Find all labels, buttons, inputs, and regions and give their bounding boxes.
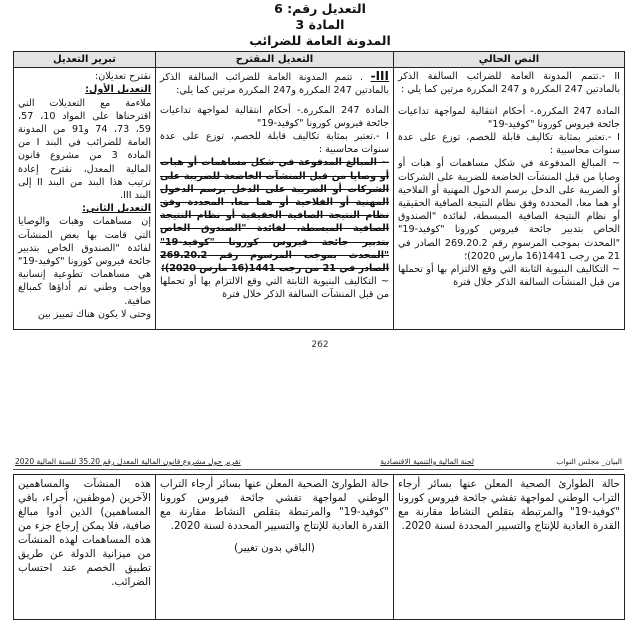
justification-cell (14, 68, 156, 330)
page-number: 262 (311, 340, 329, 350)
page2-current-text: حالة الطوارئ الصحية المعلن عنها بسائر أرجاء التراب الوطني لمواجهة تفشي جائحة فيروس كورونا "كوفيد-19" والمرتبطة بتقلص النشاط مقارنة مع القدرة العادية للإنتاج والتسيير المحددة لسنة 2020. (398, 478, 620, 532)
proposed-text-cell (156, 68, 394, 330)
header-current-text: النص الحالي (394, 52, 625, 68)
current-p5: ~ التكاليف البنيوية الثابتة التي وقع الالتزام بها أو تحملها من قبل المنشآت السالفة الذكر خلال فترة (398, 264, 620, 289)
proposed-p5: ~ التكاليف البنيوية الثابتة التي وقع الالتزام بها أو تحملها من قبل المنشآت السالفة الذكر خلال فترة (160, 276, 389, 301)
proposed-marker: III- (370, 69, 389, 84)
justification-intro: نقترح تعديلان: (95, 71, 151, 83)
page2-justification-text: هذه المنشآت والمساهمين الآخرين (موظفين، أجراء، باقي المساهمين) الذين أدوا مبالغ صافية، فلا يمكن إرجاع جزء من هذه المساهمات لهذه المنشآت من ميزانية الدولة عن طريق تطبيق الخصم عند احتساب الضرائب. (18, 478, 151, 588)
current-p4: ~ المبالغ المدفوعة في شكل مساهمات أو هبات أو وصايا من قبل المنشآت الخاضعة للضريبة على الشركات أو الضريبة على الدخل برسم الدخول المهنية أو الفلاحية أو هما معا، المحددة وفق نظام النتيجة الصافية الحقيقية أو نظام النتيجة الصافية المبسطة، لفائدة "الصندوق الخاص بتدبير جائحة فيروس كورونا "كوفيد-19" "المحدث بموجب المرسوم رقم 269.20.2 الصادر في 21 من رجب 1441(16 مارس 2020)؛ (398, 158, 621, 262)
page2-running-header (13, 457, 624, 470)
article-title: المادة 3 (295, 17, 345, 32)
first-amendment-body: ملاءمة مع التعديلات التي اقترحناها على المواد 10، 57، 59، 73، 74 و91 من المدونة العامة للضرائب في البند I من المادة 3 من مشروع قانون المالية المعدل، نقترح إعادة ترتيب هذا البند من البند II إلى البند III. (18, 97, 151, 202)
second-amendment-body: إن مساهمات وهبات والوصايا التي قامت بها بعض المنشآت لفائدة "الصندوق الخاص بتدبير جائحة فيروس كورونا "كوفيد-19" هي مساهمات تطوعية إنسانية وواجب وطني تم أداؤها كمبالغ صافية. (18, 216, 151, 307)
header-parliament: البيان_ مجلس النواب (556, 457, 622, 466)
proposed-p4-struck: ~ المبالغ المدفوعة في شكل مساهمات أو هبات أو وصايا من قبل المنشآت الخاضعة للضريبة على الشركات أو الضريبة على الدخل برسم الدخول المهنية أو الفلاحية أو هما معا، المحددة وفق نظام النتيجة الصافية الحقيقية أو نظام النتيجة الصافية المبسطة، لفائدة "الصندوق الخاص بتدبير جائحة فيروس كورونا "كوفيد-19" "المحدث بموجب المرسوم رقم 269.20.2 الصادر في 21 من رجب 1441(16 مارس 2020)؛ (160, 157, 389, 275)
current-p1: II -.تتمم المدونة العامة للضرائب السالفة الذكر بالمادتين 247 المكررة و 247 المكررة مرتين كما يلي : (398, 71, 620, 96)
page2-proposed-note: (الباقي بدون تغيير) (234, 542, 315, 554)
current-p3: I -.تعتبر بمثابة تكاليف قابلة للخصم، توزع على عدة سنوات محاسبية : (398, 132, 620, 157)
header-justification: تبرير التعديل (14, 52, 156, 68)
header-report-title: تقرير حول مشروع قانون المالية المعدل رقم 35.20 للسنة المالية 2020 (15, 457, 241, 466)
page2-justification-cell (14, 475, 156, 620)
page2-proposed-cell (156, 475, 394, 620)
proposed-p2: المادة 247 المكررة.- أحكام انتقالية لمواجهة تداعيات جائحة فيروس كورونا "كوفيد-19" (160, 104, 390, 129)
amendment-table (13, 51, 625, 330)
second-amendment-title: التعديل الثاني: (82, 203, 151, 215)
page2-current-cell (394, 475, 625, 620)
proposed-p3: I -.تعتبر بمثابة تكاليف قابلة للخصم، توزع على عدة سنوات محاسبية : (160, 131, 389, 156)
current-p2: المادة 247 المكررة.- أحكام انتقالية لمواجهة تداعيات جائحة فيروس كورونا "كوفيد-19" (398, 105, 621, 130)
first-amendment-title: التعديل الأول: (85, 84, 151, 96)
proposed-p1: . تتمم المدونة العامة للضرائب السالفة الذكر بالمادتين 247 المكررة و247 المكررة مرتين كما يلي: (160, 72, 389, 97)
header-committee: لجنة المالية والتنمية الاقتصادية (380, 457, 474, 466)
current-text-cell (394, 68, 625, 330)
amendment-table-continued (13, 474, 625, 620)
amendment-number: التعديل رقم: 6 (274, 1, 366, 16)
header-proposed-text: التعديل المقترح (156, 52, 394, 68)
code-title: المدونة العامة للضرائب (249, 33, 391, 48)
page2-proposed-text: حالة الطوارئ الصحية المعلن عنها بسائر أرجاء التراب الوطني لمواجهة تفشي جائحة فيروس كورونا "كوفيد-19" والمرتبطة بتقلص النشاط مقارنة مع القدرة العادية للإنتاج والتسيير المحددة لسنة 2020. (160, 478, 389, 532)
second-amendment-tail: وحتى لا يكون هناك تمييز بين (37, 308, 151, 320)
